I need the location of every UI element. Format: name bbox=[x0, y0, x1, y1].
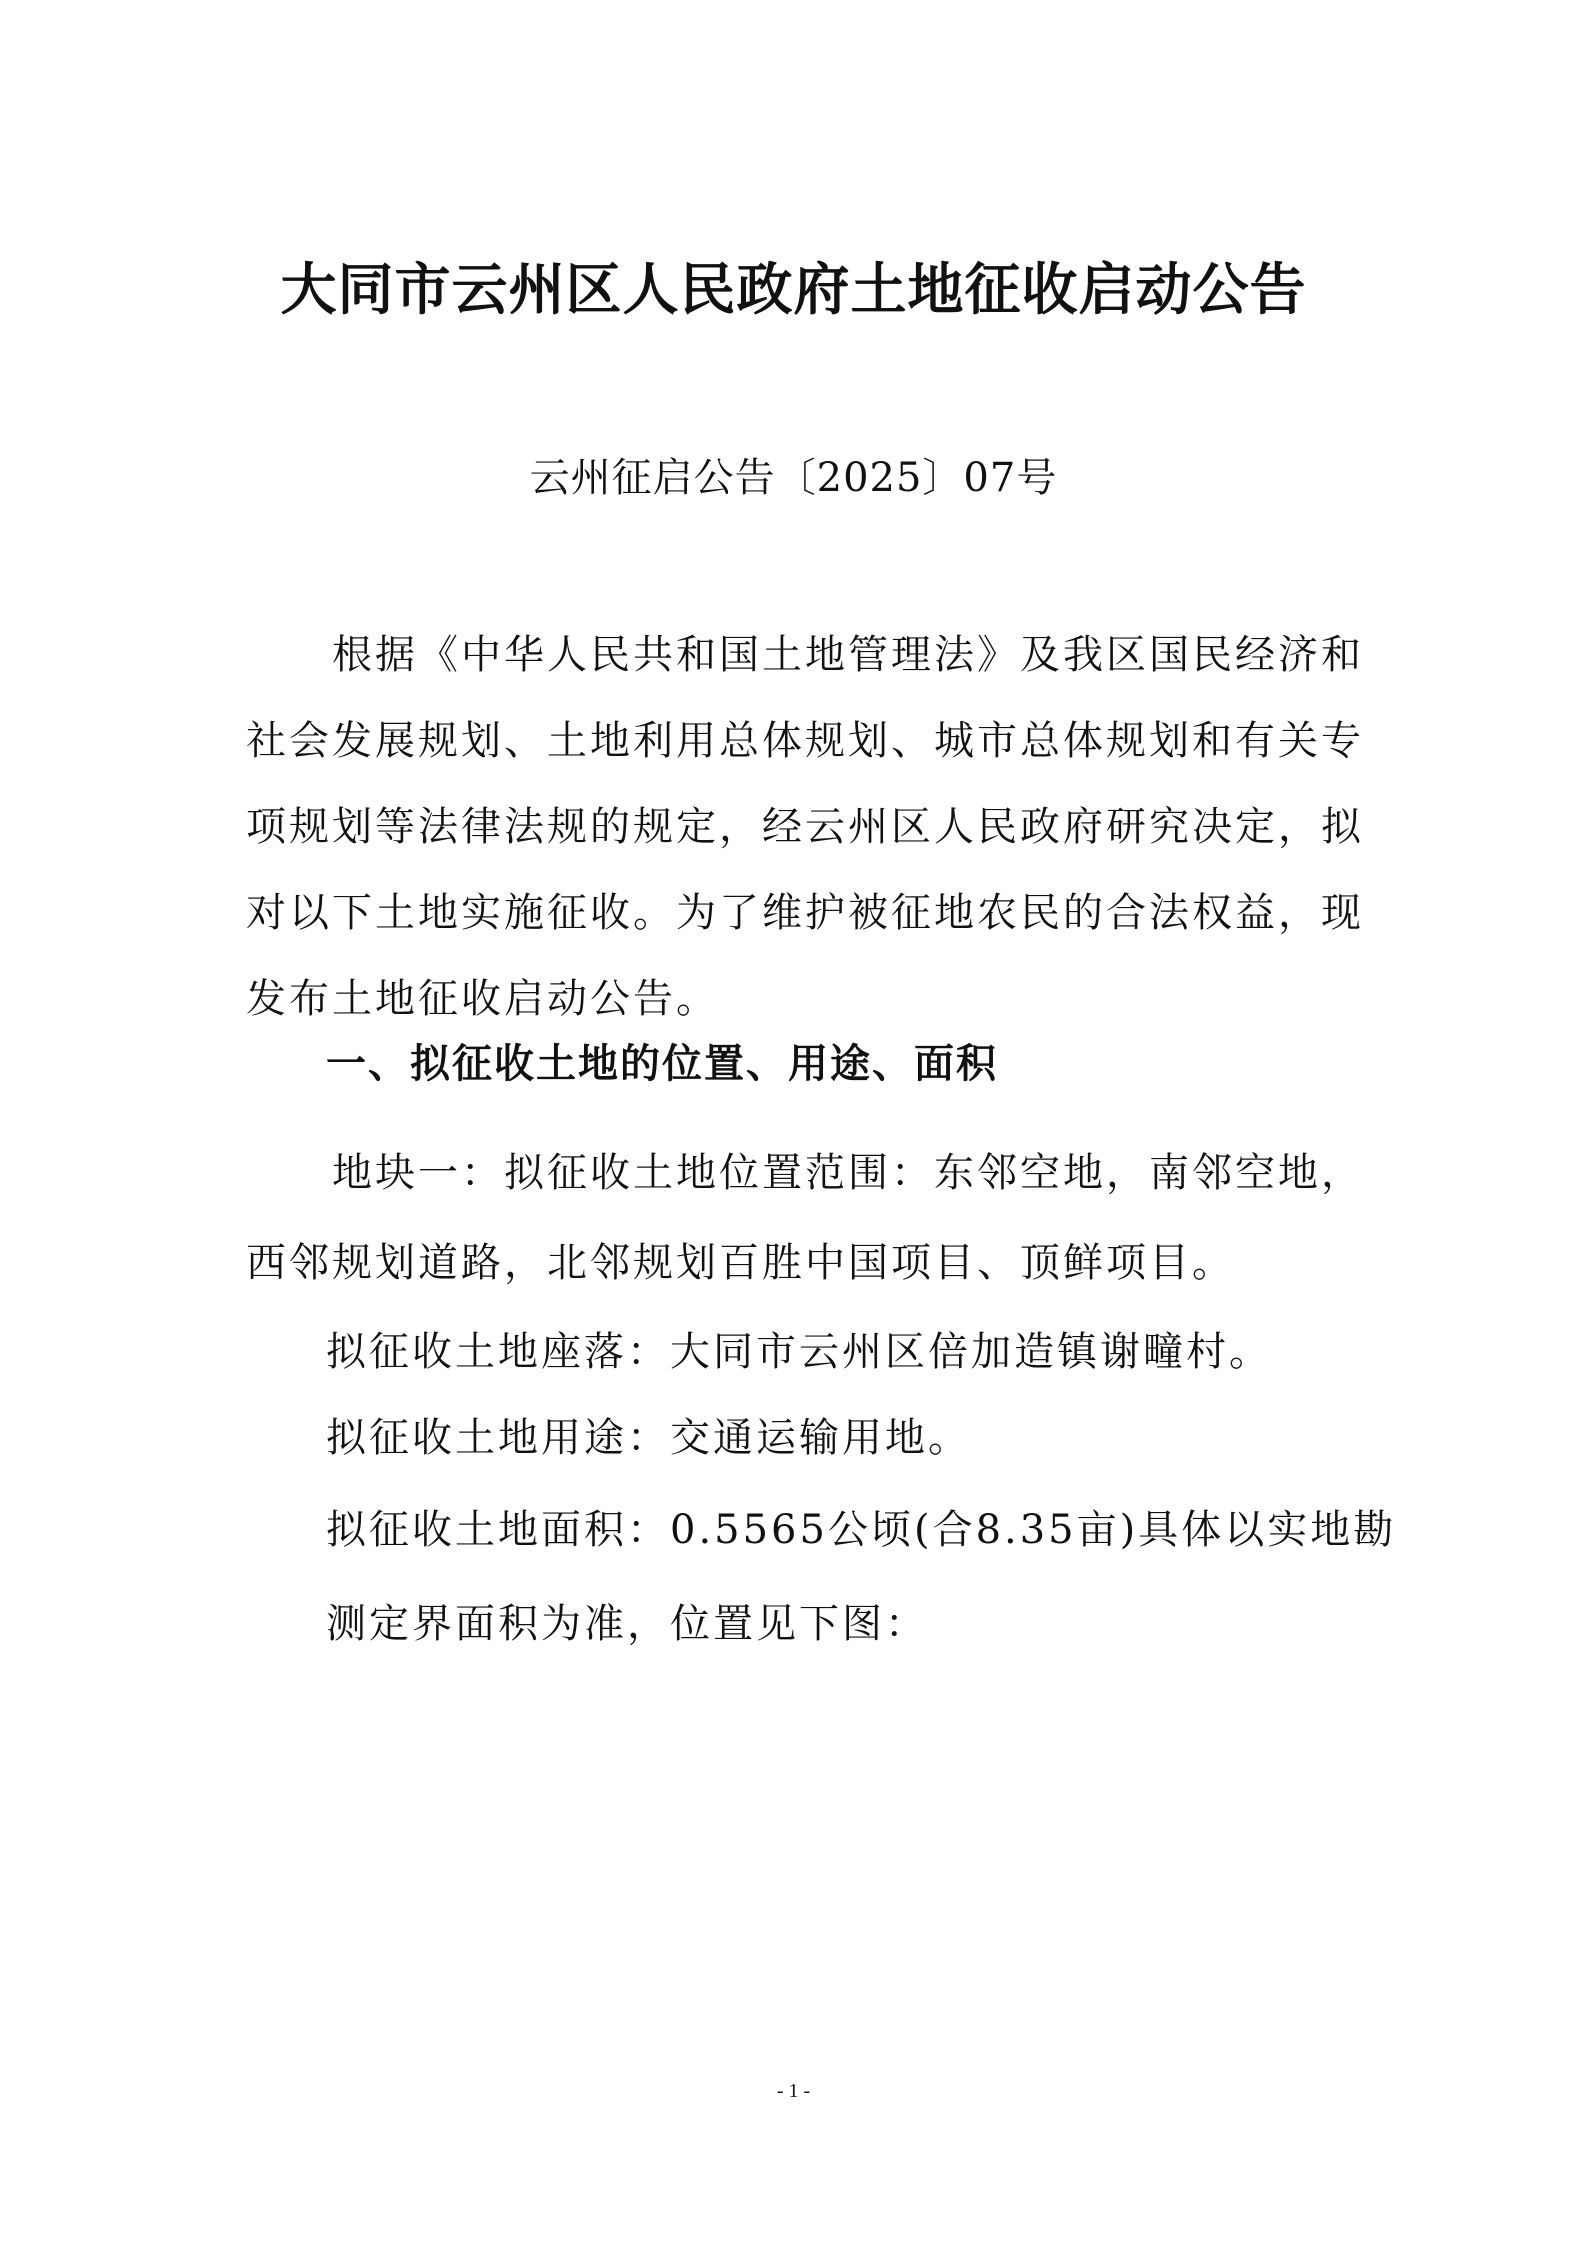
land-location-line: 拟征收土地座落：大同市云州区倍加造镇谢疃村。 bbox=[326, 1329, 1272, 1375]
land-usage-line: 拟征收土地用途：交通运输用地。 bbox=[326, 1415, 971, 1461]
document-number: 云州征启公告〔2025〕07号 bbox=[529, 455, 1058, 501]
land-area-continuation-line: 测定界面积为准，位置见下图： bbox=[326, 1601, 928, 1647]
section-heading-1: 一、拟征收土地的位置、用途、面积 bbox=[326, 1041, 998, 1087]
plot1-range-paragraph: 地块一：拟征收土地位置范围：东邻空地，南邻空地，西邻规划道路，北邻规划百胜中国项目、顶鲜项目。 bbox=[246, 1150, 1364, 1286]
intro-paragraph: 根据《中华人民共和国土地管理法》及我区国民经济和社会发展规划、土地利用总体规划、城市总体规划和有关专项规划等法律法规的规定，经云州区人民政府研究决定，拟对以下土地实施征收。为了维护被征地农民的合法权益，现发布土地征收启动公告。 bbox=[246, 632, 1364, 1022]
document-title: 大同市云州区人民政府土地征收启动公告 bbox=[280, 257, 1307, 323]
page-number: - 1 - bbox=[776, 2080, 811, 2102]
land-area-line: 拟征收土地面积：0.5565公顷(合8.35亩)具体以实地勘 bbox=[326, 1507, 1397, 1553]
